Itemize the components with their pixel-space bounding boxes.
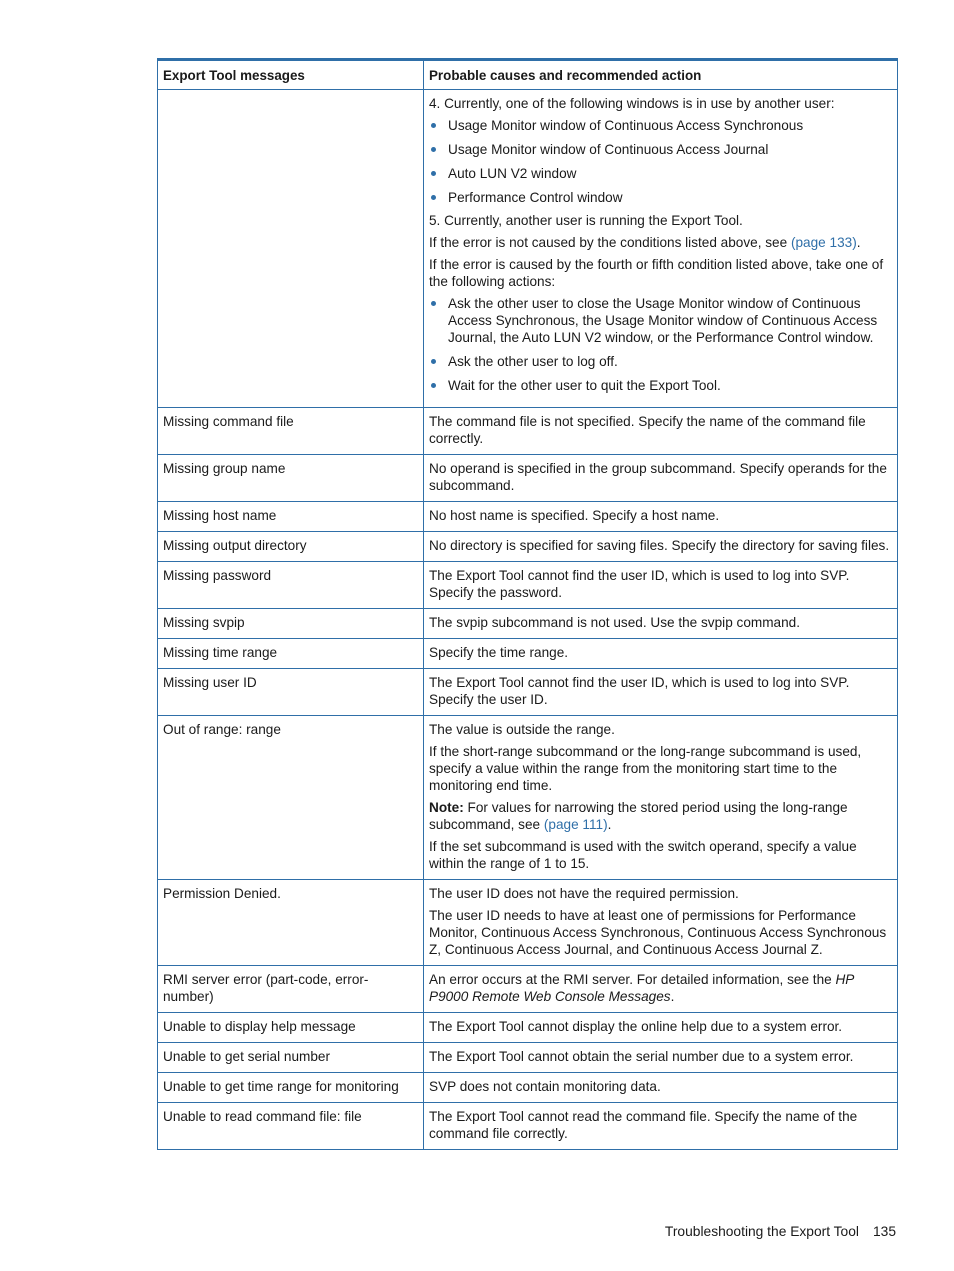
table-header-row — [158, 60, 898, 90]
action-cell: No host name is specified. Specify a host name. — [424, 502, 898, 532]
cause-text: The value is outside the range. — [429, 722, 615, 737]
table-row — [158, 639, 898, 669]
message-cell: Missing user ID — [158, 669, 424, 716]
cause-text: The user ID does not have the required permission. — [429, 886, 739, 901]
page-link[interactable]: (page 133) — [790, 235, 857, 250]
table-row — [158, 502, 898, 532]
table-row — [158, 966, 898, 1013]
note-label: Note: — [429, 800, 464, 815]
message-cell: Missing group name — [158, 455, 424, 502]
table-row — [158, 408, 898, 455]
cause-text: The user ID needs to have at least one of permissions for Performance Monitor, Continuous Access Synchronous, Continuous Access Synchronous Z, Continuous Access Journal, and Continuous Access Journal Z. — [429, 908, 887, 957]
list-item: Usage Monitor window of Continuous Access Synchronous — [448, 117, 891, 134]
message-cell: Missing command file — [158, 408, 424, 455]
list-item: Ask the other user to close the Usage Monitor window of Continuous Access Synchronous, the Usage Monitor window of Continuous Access Journal, the Auto LUN V2 window, or the Performance Control window. — [448, 295, 891, 346]
manual-title: HP P9000 Remote Web Console Messages — [429, 972, 854, 1004]
cause-text-post: . — [856, 235, 861, 250]
table-row — [158, 669, 898, 716]
cause-text — [429, 234, 891, 251]
message-cell: Missing password — [158, 562, 424, 609]
header-causes: Probable causes and recommended action — [424, 60, 898, 90]
header-messages: Export Tool messages — [158, 60, 424, 90]
message-cell: Unable to read command file: file — [158, 1103, 424, 1150]
message-cell: Missing host name — [158, 502, 424, 532]
table-row — [158, 609, 898, 639]
note-text: For values for narrowing the stored period using the long-range subcommand, see — [429, 800, 848, 832]
message-cell: Unable to get serial number — [158, 1043, 424, 1073]
action-cell — [424, 966, 898, 1013]
footer-section-title: Troubleshooting the Export Tool — [664, 1224, 859, 1239]
action-cell: The Export Tool cannot display the online help due to a system error. — [424, 1013, 898, 1043]
message-cell: Unable to get time range for monitoring — [158, 1073, 424, 1103]
table-row — [158, 1013, 898, 1043]
table-row — [158, 716, 898, 880]
action-cell: No operand is specified in the group subcommand. Specify operands for the subcommand. — [424, 455, 898, 502]
table-row — [158, 1043, 898, 1073]
table-row — [158, 455, 898, 502]
message-cell: Missing time range — [158, 639, 424, 669]
cause-text-post: . — [670, 989, 675, 1004]
list-item: Performance Control window — [448, 189, 891, 206]
message-cell: Permission Denied. — [158, 880, 424, 966]
cause-text-pre: If the error is not caused by the conditions listed above, see — [429, 235, 791, 250]
action-cell: The Export Tool cannot read the command file. Specify the name of the command file correctly. — [424, 1103, 898, 1150]
action-cell: The Export Tool cannot find the user ID, which is used to log into SVP. Specify the password. — [424, 562, 898, 609]
message-cell: Missing svpip — [158, 609, 424, 639]
table-row — [158, 562, 898, 609]
list-item: Auto LUN V2 window — [448, 165, 891, 182]
cause-text: If the error is caused by the fourth or fifth condition listed above, take one of the following actions: — [429, 257, 884, 289]
table-row — [158, 1103, 898, 1150]
cause-text: If the short-range subcommand or the long-range subcommand is used, specify a value within the range from the monitoring start time to the monitoring end time. — [429, 744, 862, 793]
note-post: . — [607, 817, 612, 832]
action-cell: The Export Tool cannot find the user ID, which is used to log into SVP. Specify the user ID. — [424, 669, 898, 716]
cause-text: 4. Currently, one of the following windows is in use by another user: — [429, 96, 835, 111]
export-tool-messages-table — [157, 58, 898, 1150]
note — [429, 799, 891, 833]
cause-text: 5. Currently, another user is running the Export Tool. — [429, 213, 743, 228]
cause-text-pre: An error occurs at the RMI server. For detailed information, see the — [429, 972, 836, 987]
action-cell — [424, 880, 898, 966]
list-item: Usage Monitor window of Continuous Access Journal — [448, 141, 891, 158]
list-item: Wait for the other user to quit the Export Tool. — [448, 377, 891, 394]
table-row — [158, 880, 898, 966]
message-cell: RMI server error (part-code, error-number) — [158, 966, 424, 1013]
page-footer — [665, 1224, 896, 1239]
window-list — [429, 117, 891, 206]
action-cell: The svpip subcommand is not used. Use the svpip command. — [424, 609, 898, 639]
action-cell: SVP does not contain monitoring data. — [424, 1073, 898, 1103]
list-item: Ask the other user to log off. — [448, 353, 891, 370]
page-number: 135 — [872, 1224, 896, 1239]
action-cell — [424, 716, 898, 880]
table-row — [158, 532, 898, 562]
table-row — [158, 90, 898, 408]
action-cell: The command file is not specified. Specify the name of the command file correctly. — [424, 408, 898, 455]
cause-text: If the set subcommand is used with the switch operand, specify a value within the range of 1 to 15. — [429, 839, 857, 871]
message-cell: Out of range: range — [158, 716, 424, 880]
message-cell: Missing output directory — [158, 532, 424, 562]
action-cell: No directory is specified for saving files. Specify the directory for saving files. — [424, 532, 898, 562]
action-cell: The Export Tool cannot obtain the serial number due to a system error. — [424, 1043, 898, 1073]
action-cell — [424, 90, 898, 408]
action-list — [429, 295, 891, 394]
message-cell — [158, 90, 424, 408]
page-link[interactable]: (page 111) — [543, 817, 608, 832]
table-row — [158, 1073, 898, 1103]
action-cell: Specify the time range. — [424, 639, 898, 669]
message-cell: Unable to display help message — [158, 1013, 424, 1043]
